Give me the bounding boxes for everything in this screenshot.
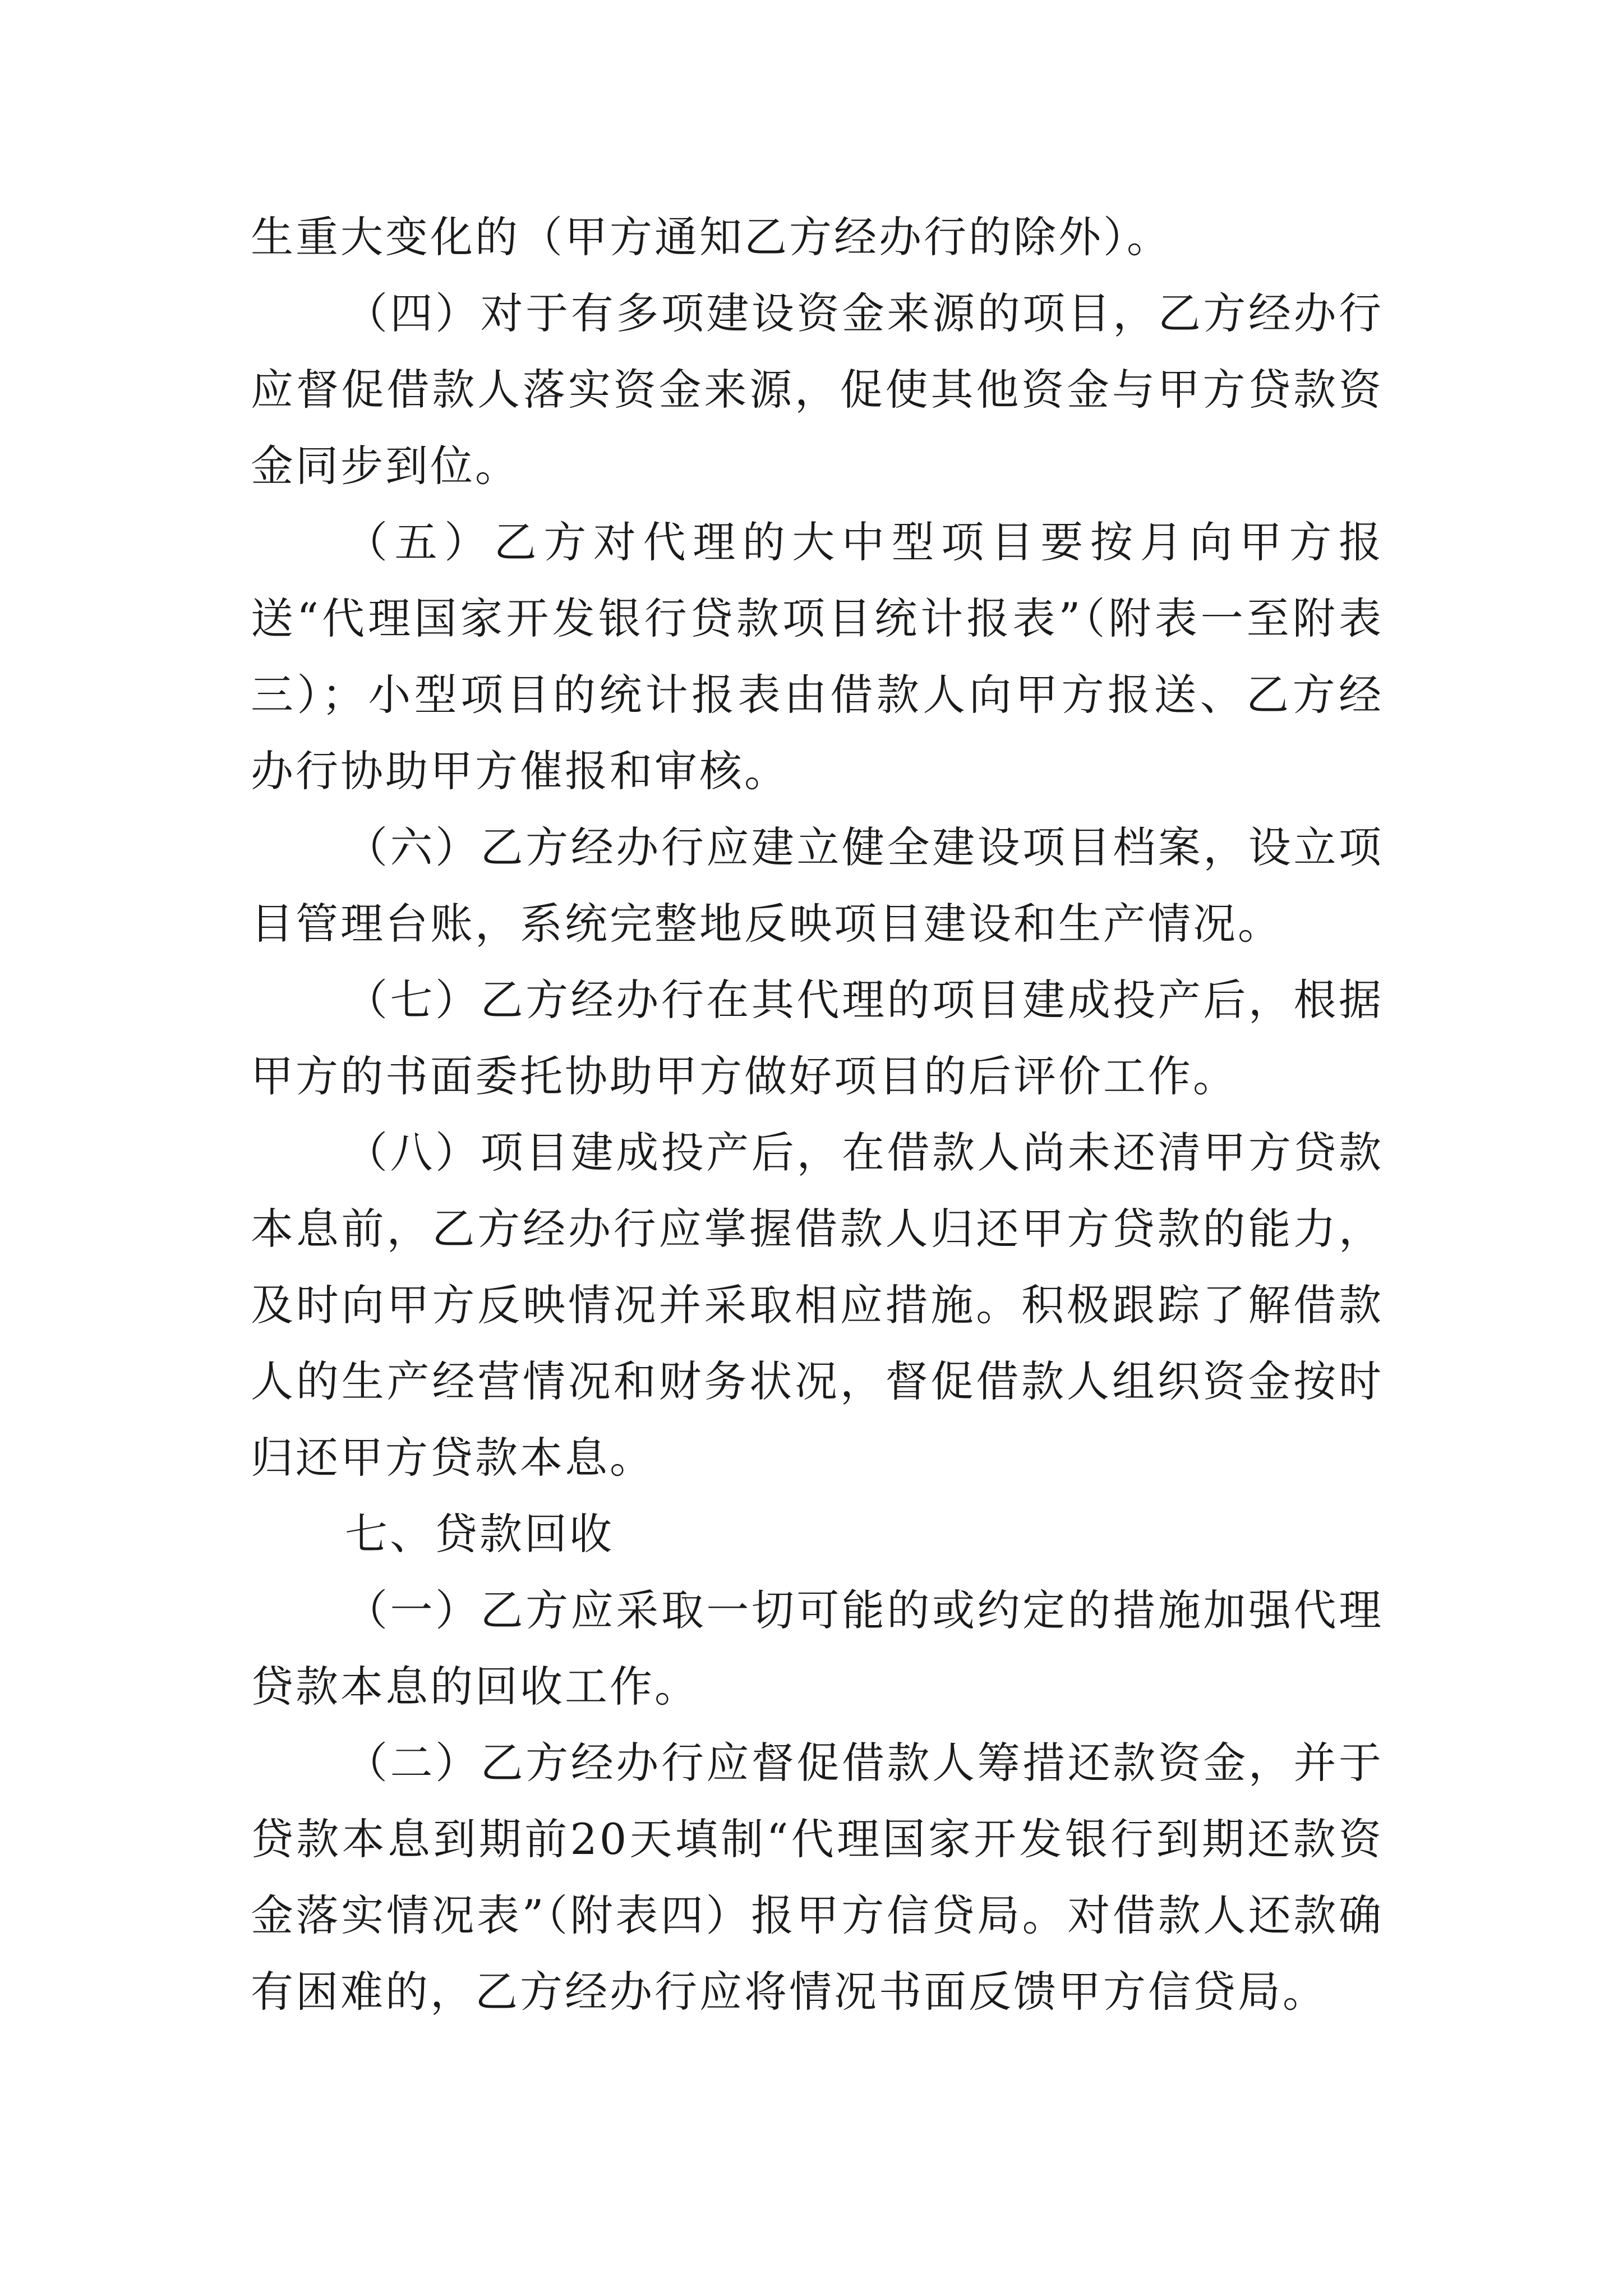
document-body (251, 199, 1384, 2030)
paragraph-clause-4: （四）对于有多项建设资金来源的项目，乙方经办行应督促借款人落实资金来源，促使其他资金与甲方贷款资金同步到位。 (251, 288, 1384, 491)
paragraph-continuation: 生重大变化的（甲方通知乙方经办行的除外）。 (251, 212, 1172, 262)
section-heading: 七、贷款回收 (345, 1509, 614, 1559)
paragraph-clause-7: （七）乙方经办行在其代理的项目建成投产后，根据甲方的书面委托协助甲方做好项目的后评价工作。 (251, 975, 1384, 1101)
section-paragraph-2: （二）乙方经办行应督促借款人筹措还款资金，并于贷款本息到期前20天填制“代理国家开发银行到期还款资金落实情况表”（附表四）报甲方信贷局。对借款人还款确有困难的，乙方经办行应将情况书面反馈甲方信贷局。 (251, 1738, 1384, 2017)
paragraph-clause-5: （五）乙方对代理的大中型项目要按月向甲方报送“代理国家开发银行贷款项目统计报表”（附表一至附表三）；小型项目的统计报表由借款人向甲方报送、乙方经办行协助甲方催报和审核。 (251, 517, 1384, 796)
paragraph-clause-6: （六）乙方经办行应建立健全建设项目档案，设立项目管理台账，系统完整地反映项目建设和生产情况。 (251, 822, 1384, 949)
paragraph-clause-8: （八）项目建成投产后，在借款人尚未还清甲方贷款本息前，乙方经办行应掌握借款人归还甲方贷款的能力，及时向甲方反映情况并采取相应措施。积极跟踪了解借款人的生产经营情况和财务状况，督促借款人组织资金按时归还甲方贷款本息。 (251, 1128, 1384, 1483)
section-paragraph-1: （一）乙方应采取一切可能的或约定的措施加强代理贷款本息的回收工作。 (251, 1585, 1384, 1711)
